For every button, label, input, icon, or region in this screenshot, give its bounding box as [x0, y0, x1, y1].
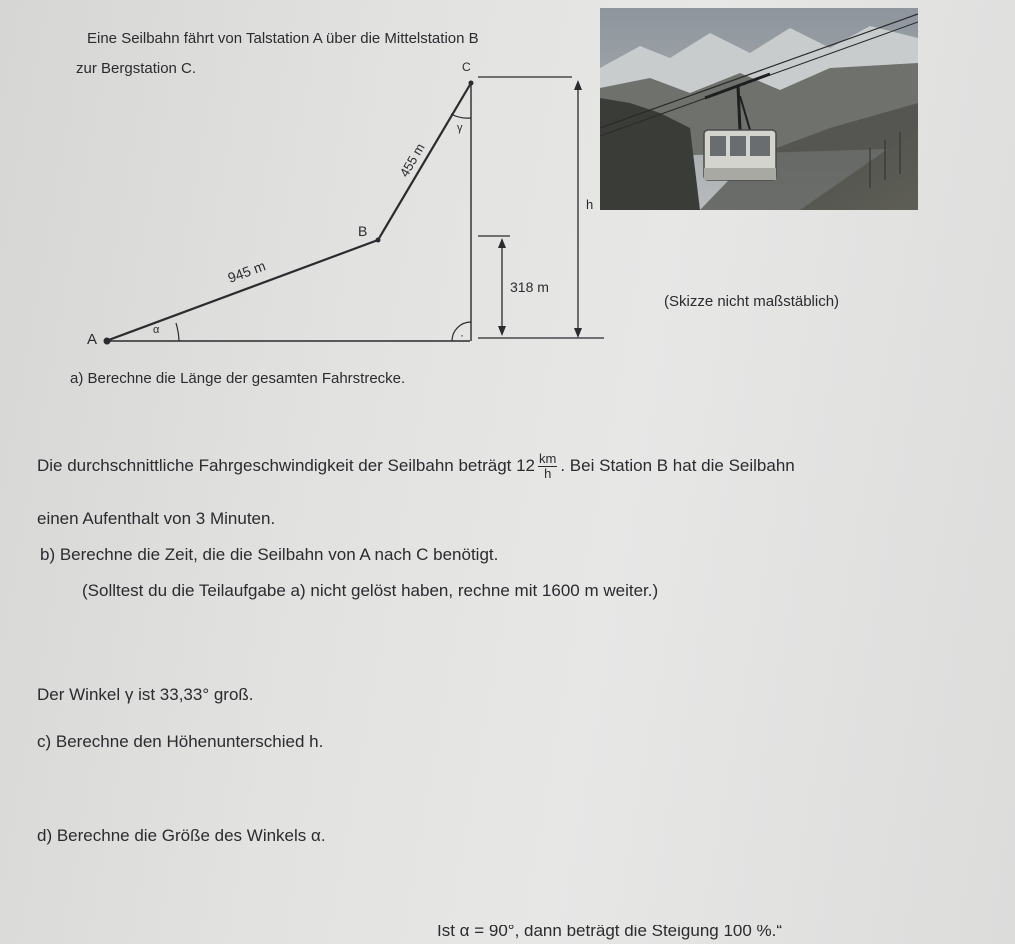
station-c-dot: [469, 81, 474, 86]
speed-post: . Bei Station B hat die Seilbahn: [560, 455, 795, 475]
b-height-arrow-up: [498, 238, 506, 248]
label-ab-length: 945 m: [225, 257, 268, 286]
task-a: a) Berechne die Länge der gesamten Fahrstrecke.: [70, 370, 406, 387]
h-arrow-up: [574, 80, 582, 90]
speed-text: [37, 452, 795, 481]
label-h: h: [586, 197, 594, 212]
bottom-cut-text: Ist α = 90°, dann beträgt die Steigung 100 %.“: [437, 925, 783, 940]
label-b: B: [358, 223, 368, 239]
speed-unit-num: km: [539, 451, 557, 466]
cable-ab: [106, 240, 378, 341]
label-right-angle: ·: [460, 328, 464, 342]
b-height-arrow-down: [498, 326, 506, 336]
label-b-height: 318 m: [510, 279, 549, 295]
label-a: A: [87, 331, 98, 348]
sketch-note: (Skizze nicht maßstäblich): [664, 293, 840, 310]
speed-unit-fraction: [538, 452, 557, 481]
label-bc-length: 455 m: [396, 140, 428, 180]
stop-text: einen Aufenthalt von 3 Minuten.: [37, 509, 276, 528]
intro-line-2: zur Bergstation C.: [76, 60, 197, 77]
cable-bc: [378, 83, 471, 240]
h-arrow-down: [574, 328, 582, 338]
bottom-cut-region: [0, 925, 1015, 944]
task-b-hint: (Solltest du die Teilaufgabe a) nicht gelöst haben, rechne mit 1600 m weiter.): [82, 581, 659, 600]
gamma-info: Der Winkel γ ist 33,33° groß.: [37, 685, 254, 704]
station-a-dot: [104, 338, 111, 345]
label-c: C: [462, 60, 471, 74]
task-c: c) Berechne den Höhenunterschied h.: [37, 732, 324, 751]
station-b-dot: [376, 238, 381, 243]
task-b: b) Berechne die Zeit, die die Seilbahn von A nach C benötigt.: [40, 545, 499, 564]
label-gamma: γ: [457, 122, 463, 134]
gondola-photo: [600, 8, 918, 210]
cable-car-sketch: [0, 0, 620, 360]
speed-pre: Die durchschnittliche Fahrgeschwindigkeit der Seilbahn beträgt 12: [37, 455, 536, 475]
speed-unit-den: h: [544, 466, 552, 481]
label-alpha: α: [153, 324, 160, 336]
intro-line-1: Eine Seilbahn fährt von Talstation A über die Mittelstation B: [87, 30, 479, 47]
alpha-arc: [176, 323, 179, 341]
gamma-arc: [451, 114, 471, 118]
task-d: d) Berechne die Größe des Winkels α.: [37, 826, 326, 845]
